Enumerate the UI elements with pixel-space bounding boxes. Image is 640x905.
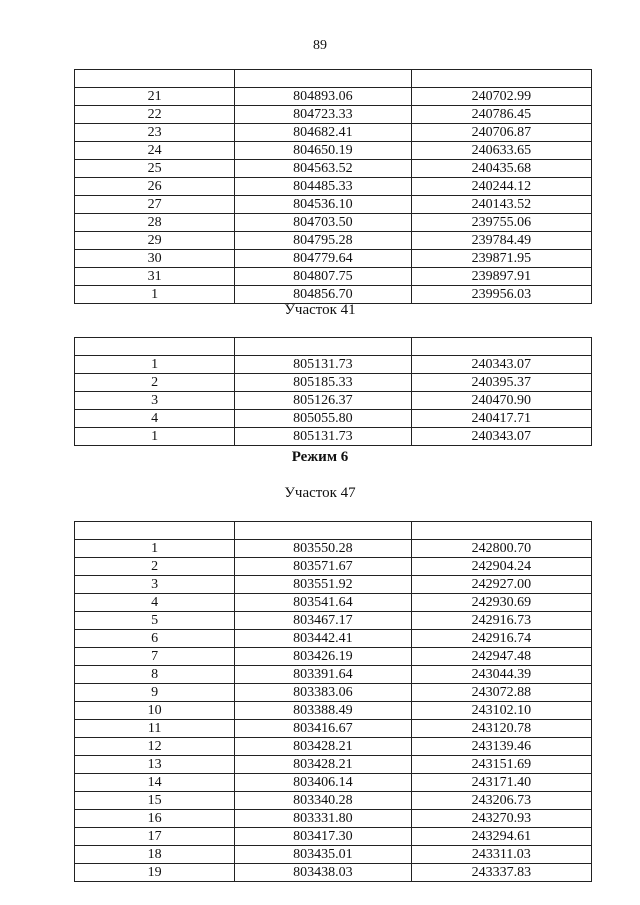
point-number-cell: 23 [75, 124, 235, 142]
table-row [75, 594, 592, 612]
point-number-cell: 21 [75, 88, 235, 106]
point-number-cell: 8 [75, 666, 235, 684]
y-coordinate-cell: 243270.93 [411, 810, 591, 828]
x-coordinate-cell: 803426.19 [235, 648, 411, 666]
table-row [75, 558, 592, 576]
table-header-cell [75, 70, 235, 88]
table-row [75, 666, 592, 684]
point-number-cell: 4 [75, 410, 235, 428]
x-coordinate-cell: 804563.52 [235, 160, 411, 178]
point-number-cell: 26 [75, 178, 235, 196]
x-coordinate-cell: 804723.33 [235, 106, 411, 124]
point-number-cell: 11 [75, 720, 235, 738]
point-number-cell: 1 [75, 428, 235, 446]
y-coordinate-cell: 243139.46 [411, 738, 591, 756]
coordinates-table-2 [74, 337, 592, 446]
y-coordinate-cell: 240435.68 [411, 160, 591, 178]
x-coordinate-cell: 803406.14 [235, 774, 411, 792]
table-row [75, 864, 592, 882]
table-header-row [75, 338, 592, 356]
y-coordinate-cell: 242930.69 [411, 594, 591, 612]
y-coordinate-cell: 243171.40 [411, 774, 591, 792]
x-coordinate-cell: 804807.75 [235, 268, 411, 286]
x-coordinate-cell: 803467.17 [235, 612, 411, 630]
table-header-cell [411, 338, 591, 356]
x-coordinate-cell: 803571.67 [235, 558, 411, 576]
table-row [75, 774, 592, 792]
table-row [75, 702, 592, 720]
x-coordinate-cell: 803340.28 [235, 792, 411, 810]
table-header-cell [235, 338, 411, 356]
x-coordinate-cell: 805185.33 [235, 374, 411, 392]
point-number-cell: 17 [75, 828, 235, 846]
x-coordinate-cell: 803428.21 [235, 738, 411, 756]
x-coordinate-cell: 804682.41 [235, 124, 411, 142]
table-row [75, 142, 592, 160]
y-coordinate-cell: 240786.45 [411, 106, 591, 124]
y-coordinate-cell: 239956.03 [411, 286, 591, 304]
x-coordinate-cell: 804536.10 [235, 196, 411, 214]
table-row [75, 178, 592, 196]
table-row [75, 576, 592, 594]
x-coordinate-cell: 803417.30 [235, 828, 411, 846]
point-number-cell: 2 [75, 374, 235, 392]
point-number-cell: 4 [75, 594, 235, 612]
point-number-cell: 12 [75, 738, 235, 756]
x-coordinate-cell: 804856.70 [235, 286, 411, 304]
mode-title: Режим 6 [291, 449, 349, 465]
y-coordinate-cell: 242916.74 [411, 630, 591, 648]
y-coordinate-cell: 243044.39 [411, 666, 591, 684]
point-number-cell: 10 [75, 702, 235, 720]
table-row [75, 720, 592, 738]
table-header-row [75, 70, 592, 88]
point-number-cell: 25 [75, 160, 235, 178]
table-row [75, 214, 592, 232]
table-row [75, 88, 592, 106]
point-number-cell: 1 [75, 286, 235, 304]
table-header-row [75, 522, 592, 540]
y-coordinate-cell: 240633.65 [411, 142, 591, 160]
table-header-cell [411, 70, 591, 88]
y-coordinate-cell: 239784.49 [411, 232, 591, 250]
y-coordinate-cell: 243294.61 [411, 828, 591, 846]
y-coordinate-cell: 239897.91 [411, 268, 591, 286]
y-coordinate-cell: 240343.07 [411, 428, 591, 446]
point-number-cell: 24 [75, 142, 235, 160]
table-header-cell [235, 522, 411, 540]
table-row [75, 356, 592, 374]
x-coordinate-cell: 804703.50 [235, 214, 411, 232]
x-coordinate-cell: 803435.01 [235, 846, 411, 864]
table-row [75, 196, 592, 214]
table-row [75, 124, 592, 142]
x-coordinate-cell: 803550.28 [235, 540, 411, 558]
x-coordinate-cell: 803391.64 [235, 666, 411, 684]
table-row [75, 392, 592, 410]
point-number-cell: 31 [75, 268, 235, 286]
x-coordinate-cell: 804650.19 [235, 142, 411, 160]
x-coordinate-cell: 805131.73 [235, 428, 411, 446]
table-row [75, 828, 592, 846]
x-coordinate-cell: 805055.80 [235, 410, 411, 428]
x-coordinate-cell: 803388.49 [235, 702, 411, 720]
point-number-cell: 9 [75, 684, 235, 702]
y-coordinate-cell: 240395.37 [411, 374, 591, 392]
table-header-cell [75, 338, 235, 356]
table-row [75, 846, 592, 864]
y-coordinate-cell: 243120.78 [411, 720, 591, 738]
point-number-cell: 18 [75, 846, 235, 864]
table-row [75, 810, 592, 828]
y-coordinate-cell: 240470.90 [411, 392, 591, 410]
y-coordinate-cell: 240702.99 [411, 88, 591, 106]
x-coordinate-cell: 803541.64 [235, 594, 411, 612]
y-coordinate-cell: 242947.48 [411, 648, 591, 666]
table-row [75, 374, 592, 392]
point-number-cell: 28 [75, 214, 235, 232]
point-number-cell: 3 [75, 576, 235, 594]
x-coordinate-cell: 804893.06 [235, 88, 411, 106]
y-coordinate-cell: 243337.83 [411, 864, 591, 882]
y-coordinate-cell: 242800.70 [411, 540, 591, 558]
point-number-cell: 7 [75, 648, 235, 666]
y-coordinate-cell: 240143.52 [411, 196, 591, 214]
table-row [75, 540, 592, 558]
table-row [75, 612, 592, 630]
y-coordinate-cell: 239871.95 [411, 250, 591, 268]
point-number-cell: 2 [75, 558, 235, 576]
point-number-cell: 5 [75, 612, 235, 630]
point-number-cell: 22 [75, 106, 235, 124]
y-coordinate-cell: 240343.07 [411, 356, 591, 374]
table-row [75, 286, 592, 304]
table-row [75, 250, 592, 268]
y-coordinate-cell: 243206.73 [411, 792, 591, 810]
table-header-cell [411, 522, 591, 540]
point-number-cell: 1 [75, 356, 235, 374]
y-coordinate-cell: 240244.12 [411, 178, 591, 196]
y-coordinate-cell: 243102.10 [411, 702, 591, 720]
y-coordinate-cell: 242904.24 [411, 558, 591, 576]
x-coordinate-cell: 803438.03 [235, 864, 411, 882]
x-coordinate-cell: 804485.33 [235, 178, 411, 196]
point-number-cell: 13 [75, 756, 235, 774]
x-coordinate-cell: 803428.21 [235, 756, 411, 774]
y-coordinate-cell: 240706.87 [411, 124, 591, 142]
point-number-cell: 1 [75, 540, 235, 558]
table-row [75, 738, 592, 756]
table-row [75, 648, 592, 666]
point-number-cell: 14 [75, 774, 235, 792]
table-row [75, 630, 592, 648]
x-coordinate-cell: 803551.92 [235, 576, 411, 594]
x-coordinate-cell: 803416.67 [235, 720, 411, 738]
table-row [75, 756, 592, 774]
x-coordinate-cell: 805131.73 [235, 356, 411, 374]
table-header-cell [75, 522, 235, 540]
table-row [75, 268, 592, 286]
x-coordinate-cell: 804779.64 [235, 250, 411, 268]
point-number-cell: 29 [75, 232, 235, 250]
table-row [75, 106, 592, 124]
point-number-cell: 15 [75, 792, 235, 810]
y-coordinate-cell: 243151.69 [411, 756, 591, 774]
y-coordinate-cell: 242916.73 [411, 612, 591, 630]
point-number-cell: 6 [75, 630, 235, 648]
x-coordinate-cell: 803383.06 [235, 684, 411, 702]
table-row [75, 160, 592, 178]
y-coordinate-cell: 239755.06 [411, 214, 591, 232]
point-number-cell: 16 [75, 810, 235, 828]
point-number-cell: 3 [75, 392, 235, 410]
table-header-cell [235, 70, 411, 88]
coordinates-table-1 [74, 69, 592, 304]
table-row [75, 792, 592, 810]
point-number-cell: 30 [75, 250, 235, 268]
section-title-41: Участок 41 [284, 302, 356, 318]
x-coordinate-cell: 805126.37 [235, 392, 411, 410]
y-coordinate-cell: 240417.71 [411, 410, 591, 428]
y-coordinate-cell: 243311.03 [411, 846, 591, 864]
x-coordinate-cell: 803331.80 [235, 810, 411, 828]
table-row [75, 684, 592, 702]
section-title-47: Участок 47 [284, 485, 356, 501]
coordinates-table-3 [74, 521, 592, 882]
point-number-cell: 27 [75, 196, 235, 214]
x-coordinate-cell: 804795.28 [235, 232, 411, 250]
point-number-cell: 19 [75, 864, 235, 882]
y-coordinate-cell: 243072.88 [411, 684, 591, 702]
page-number: 89 [313, 38, 327, 53]
table-row [75, 410, 592, 428]
table-row [75, 428, 592, 446]
y-coordinate-cell: 242927.00 [411, 576, 591, 594]
x-coordinate-cell: 803442.41 [235, 630, 411, 648]
table-row [75, 232, 592, 250]
